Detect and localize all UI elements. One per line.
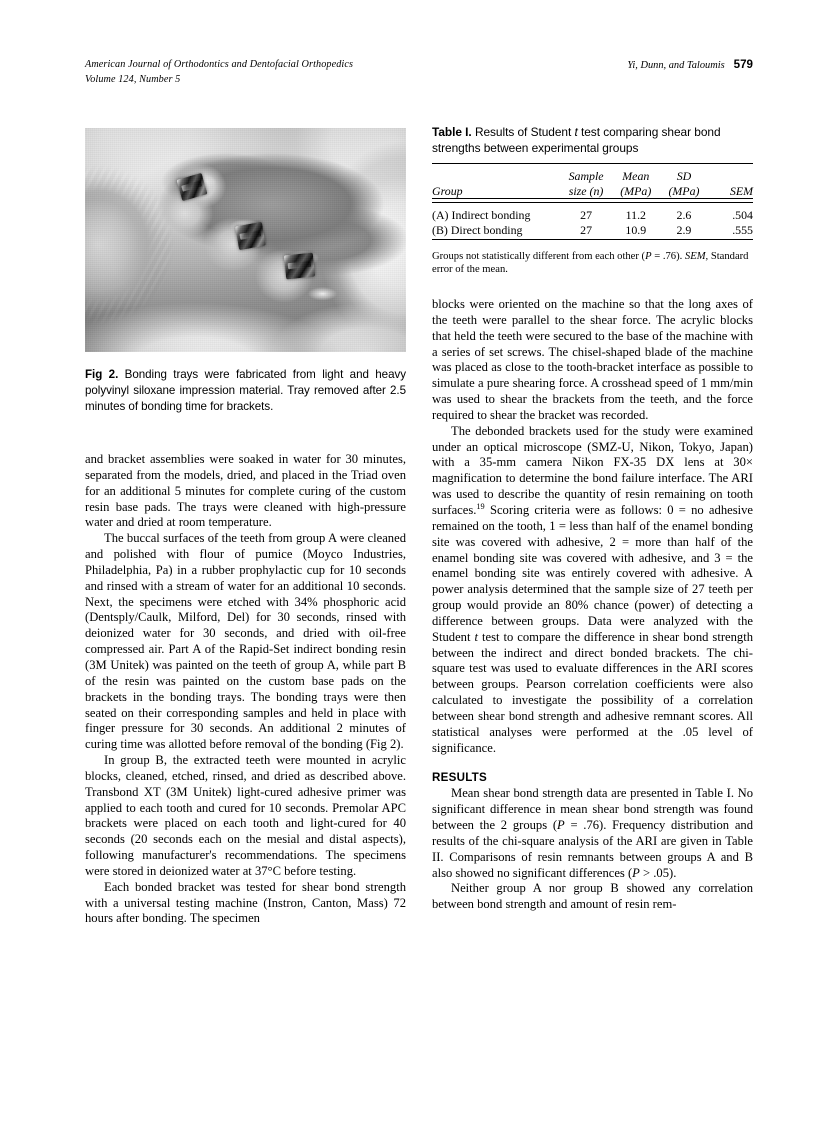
paragraph: and bracket assemblies were soaked in water for 30 minutes, separated from the models, dried, and placed in the Triad oven for an additional 5 minutes for complete curing of the custom resin base pads. The trays were cleaned with high-pressure water and dried at room temperature. [85, 452, 406, 530]
header-sd-line1: SD [676, 169, 692, 184]
footnote-italic-p: P [645, 250, 652, 262]
results-part-c: > .05). [639, 865, 677, 880]
results-part-b: = .76). Frequency distribution and results of the chi-square analysis of the ARI are given in Table II. Comparisons of resin remnants between groups A and B also showed no significant differences ( [432, 818, 753, 880]
paragraph-part-tail: test to compare the difference in shear bond strength between the indirect and direct bonded brackets. The chi-square test was used to evaluate differences in the ARI scores between groups. Pearson correlation coefficients were also calculated to investigate the possibility of a correlation between shear bond strength and adhesive remnant scores. All statistical analyses were performed at the .05 level of significance. [432, 629, 753, 755]
page-number: 579 [733, 58, 753, 71]
cell-group: (B) Direct bonding [432, 223, 523, 238]
cell-sem: .555 [732, 223, 753, 238]
figure-2-block [85, 128, 406, 416]
cell-n: 27 [580, 223, 593, 238]
italic-p-2: P [632, 865, 640, 880]
footnote-italic-sem: SEM, [684, 250, 709, 262]
header-group-blank [432, 169, 560, 183]
table-label: Table I. [432, 125, 472, 139]
header-mean-line2: (MPa) [620, 183, 652, 198]
intraoral-photograph [85, 128, 406, 352]
table-title-part2: test comparing shear bond strengths between experimental groups [432, 125, 721, 155]
header-sample-line1: Sample [568, 169, 604, 184]
table-row [432, 202, 753, 223]
cell-n: 27 [580, 207, 593, 222]
paragraph-part-before-ref: The debonded brackets used for the study were examined under an optical microscope (SMZ-U, Nikon, Tokyo, Japan) with a 35-mm camera Nikon FX-35 DX lens at 30× magnification to determine the bond failure interface. The ARI was used to describe the quantity of resin remaining on tooth surfaces. [432, 423, 753, 517]
table-title-part1: Results of Student [471, 125, 575, 139]
table-head [432, 164, 753, 202]
table-title [432, 125, 753, 156]
header-sem: SEM [729, 183, 753, 198]
section-heading-results: RESULTS [432, 771, 487, 785]
table-footnote [432, 250, 753, 277]
cell-mean: 10.9 [625, 223, 647, 238]
author-names: Yi, Dunn, and Taloumis [627, 60, 725, 71]
cell-group: (A) Indirect bonding [432, 207, 531, 222]
paragraph-part-after-ref: Scoring criteria were as follows: 0 = no adhesive remained on the tooth, 1 = less than half of the enamel bonding site was covered with adhesive, 2 = more than half of the enamel bonding site was covered with adhesive, and 3 = the enamel bonding site was entirely covered with adhesive. A power analysis determined that the sample size of 27 teeth per group would provide an 80% chance (power) of detecting a difference between groups. Data were analyzed with the Student [432, 502, 753, 644]
header-mean-line1: Mean [622, 169, 650, 184]
italic-p-1: P [557, 818, 565, 832]
table-header-row-2 [432, 184, 753, 199]
body-column-right [432, 297, 753, 913]
figure-caption [85, 367, 406, 416]
authors-and-page [627, 58, 753, 74]
header-group: Group [432, 183, 463, 198]
results-table [432, 163, 753, 245]
running-head [85, 58, 753, 92]
figure-caption-text: Bonding trays were fabricated from light and heavy polyvinyl siloxane impression material. Tray removed after 2.5 minutes of bonding time for brackets. [85, 368, 406, 414]
table-rule-bottom [432, 239, 753, 245]
paragraph: blocks were oriented on the machine so that the long axes of the teeth were parallel to the shear force. The acrylic blocks that held the teeth were secured to the base of the machine with a series of set screws. The chisel-shaped blade of the machine was placed as close to the tooth-bracket interface as possible to simulate a pure shearing force. A crosshead speed of 1 mm/min was used to shear the brackets from the teeth, and the force required to shear the bracket was recorded. [432, 297, 753, 422]
paragraph [432, 786, 753, 881]
cell-sd: 2.9 [676, 223, 692, 238]
header-sample-line2: size (n) [568, 183, 604, 198]
paragraph: In group B, the extracted teeth were mounted in acrylic blocks, cleaned, etched, rinsed, and dried as described above. Transbond XT (3M Unitek) light-cured adhesive primer was applied to each tooth and cured for 10 seconds. Premolar APC brackets were placed on each tooth and light-cured for 40 seconds (20 seconds each on the mesial and distal aspects), following manufacturer's recommendations. The specimens were stored in deionized water at 37°C before testing. [85, 753, 406, 878]
cell-sd: 2.6 [676, 207, 692, 222]
paragraph: Neither group A nor group B showed any correlation between bond strength and amount of resin rem- [432, 881, 753, 912]
photo-vignette [85, 128, 406, 352]
paragraph: Each bonded bracket was tested for shear bond strength with a universal testing machine (Instron, Canton, Mass) 72 hours after bonding. The specimen [85, 879, 406, 926]
body-column-left [85, 452, 406, 927]
paragraph: The buccal surfaces of the teeth from group A were cleaned and polished with flour of pumice (Moyco Industries, Philadelphia, Pa) in a rubber prophylactic cup for 10 seconds and rinsed with a stream of water for an additional 10 seconds. Next, the specimens were etched with 34% phosphoric acid (Dentsply/Caulk, Milford, Del) for 30 seconds, rinsed with deionized water for 30 seconds, and dried with oil-free compressed air. Part A of the Rapid-Set indirect bonding resin (3M Unitek) was painted on the teeth of group A, while part B of the resin was painted on the custom base pads on the brackets in the bonding trays. The bonding trays were then seated on their corresponding samples and held in place with finger pressure for 30 seconds. An additional 2 minutes of curing time was allotted before removal of the bonding (Fig 2). [85, 531, 406, 752]
header-sd-line2: (MPa) [668, 183, 700, 198]
italic-t: t [474, 629, 478, 644]
journal-volume-issue: Volume 124, Number 5 [85, 73, 181, 85]
table-row [432, 223, 753, 239]
footnote-part3: Standard error of the mean. [432, 250, 749, 276]
paragraph [432, 424, 753, 757]
table-title-italic-t: t [574, 125, 578, 139]
table-body [432, 202, 753, 245]
cell-mean: 11.2 [625, 207, 646, 222]
journal-title-line1: American Journal of Orthodontics and Dentofacial Orthopedics [85, 59, 354, 70]
results-part-a: Mean shear bond strength data are presented in Table I. No significant difference in mean shear bond strength was found between the 2 groups ( [432, 786, 753, 832]
footnote-part1: Groups not statistically different from each other ( [432, 250, 646, 262]
figure-label: Fig 2. [85, 368, 119, 381]
footnote-part2: = .76). [651, 250, 685, 262]
table-1-block [432, 125, 753, 277]
table-header-row-1 [432, 169, 753, 183]
reference-superscript: 19 [476, 501, 485, 511]
journal-title [85, 58, 353, 87]
cell-sem: .504 [732, 207, 753, 222]
header-sem-blank [708, 169, 753, 183]
